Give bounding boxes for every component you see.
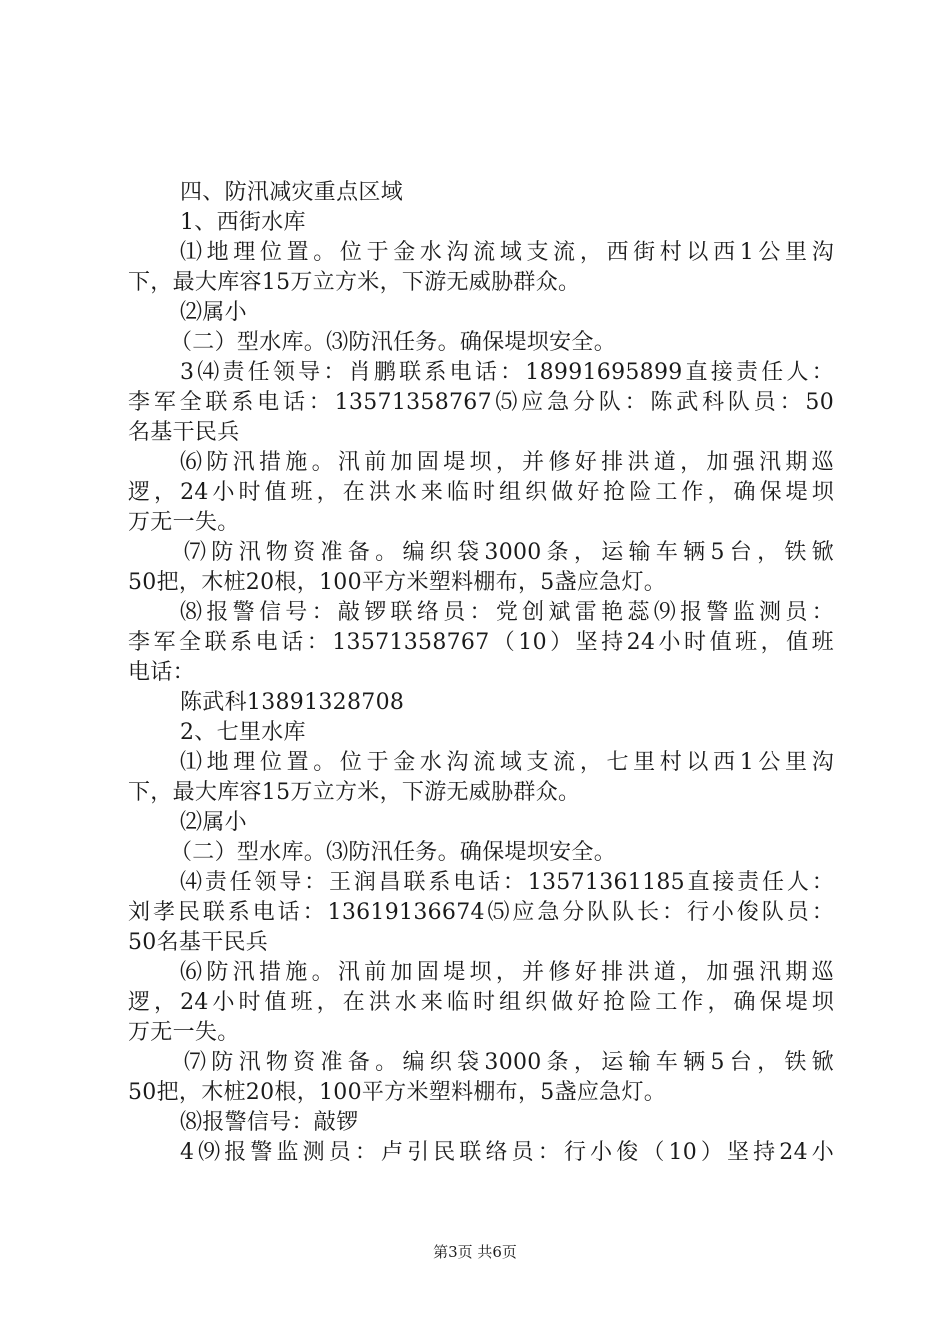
paragraph-line: 万无一失。 — [128, 1020, 240, 1045]
subsection-heading: 1、西街水库 — [180, 210, 306, 235]
paragraph-line: 50把，木桩20根，100平方米塑料棚布，5盏应急灯。 — [128, 570, 667, 595]
paragraph-line: 50名基干民兵 — [128, 930, 269, 955]
section-heading: 四、防汛减灾重点区域 — [180, 180, 404, 205]
paragraph-line: 4⑼报警监测员：卢引民联络员：行小俊（10）坚持24小 — [180, 1140, 834, 1165]
paragraph-line: 逻，24小时值班，在洪水来临时组织做好抢险工作，确保堤坝 — [128, 990, 834, 1015]
paragraph-line: （二）型水库。⑶防汛任务。确保堤坝安全。 — [170, 330, 617, 355]
paragraph-line: （二）型水库。⑶防汛任务。确保堤坝安全。 — [170, 840, 617, 865]
paragraph-line: 名基干民兵 — [128, 420, 240, 445]
paragraph-line: 逻，24小时值班，在洪水来临时组织做好抢险工作，确保堤坝 — [128, 480, 834, 505]
paragraph-line: ⑹防汛措施。汛前加固堤坝，并修好排洪道，加强汛期巡 — [180, 960, 834, 985]
subsection-heading: 2、七里水库 — [180, 720, 306, 745]
paragraph-line: ⑺防汛物资准备。编织袋3000条，运输车辆5台，铁锨 — [184, 1050, 834, 1075]
page-number: 第3页 共6页 — [433, 1243, 517, 1261]
paragraph-line: ⑹防汛措施。汛前加固堤坝，并修好排洪道，加强汛期巡 — [180, 450, 834, 475]
document-body — [128, 178, 834, 1168]
paragraph-line: ⑷责任领导：王润昌联系电话：13571361185直接责任人： — [180, 870, 834, 895]
paragraph-line: 下，最大库容15万立方米，下游无威胁群众。 — [128, 780, 581, 805]
paragraph-line: 50把，木桩20根，100平方米塑料棚布，5盏应急灯。 — [128, 1080, 667, 1105]
paragraph-line: ⑴地理位置。位于金水沟流域支流，七里村以西1公里沟 — [180, 750, 834, 775]
paragraph-line: 3⑷责任领导：肖鹏联系电话：18991695899直接责任人： — [180, 360, 834, 385]
paragraph-line: ⑵属小 — [180, 300, 247, 325]
paragraph-line: 李军全联系电话：13571358767（10）坚持24小时值班，值班 — [128, 630, 834, 655]
paragraph-line: 李军全联系电话：13571358767⑸应急分队：陈武科队员：50 — [128, 390, 834, 415]
paragraph-line: 下，最大库容15万立方米，下游无威胁群众。 — [128, 270, 581, 295]
paragraph-line: 电话： — [128, 660, 195, 685]
paragraph-line: 陈武科13891328708 — [180, 690, 405, 715]
paragraph-line: ⑴地理位置。位于金水沟流域支流，西街村以西1公里沟 — [180, 240, 834, 265]
paragraph-line: ⑵属小 — [180, 810, 247, 835]
paragraph-line: ⑺防汛物资准备。编织袋3000条，运输车辆5台，铁锨 — [184, 540, 834, 565]
paragraph-line: 刘孝民联系电话：13619136674⑸应急分队队长：行小俊队员： — [128, 900, 834, 925]
paragraph-line: ⑻报警信号：敲锣联络员：党创斌雷艳蕊⑼报警监测员： — [180, 600, 834, 625]
paragraph-line: 万无一失。 — [128, 510, 240, 535]
page-footer — [0, 1242, 950, 1262]
paragraph-line: ⑻报警信号：敲锣 — [180, 1110, 359, 1135]
